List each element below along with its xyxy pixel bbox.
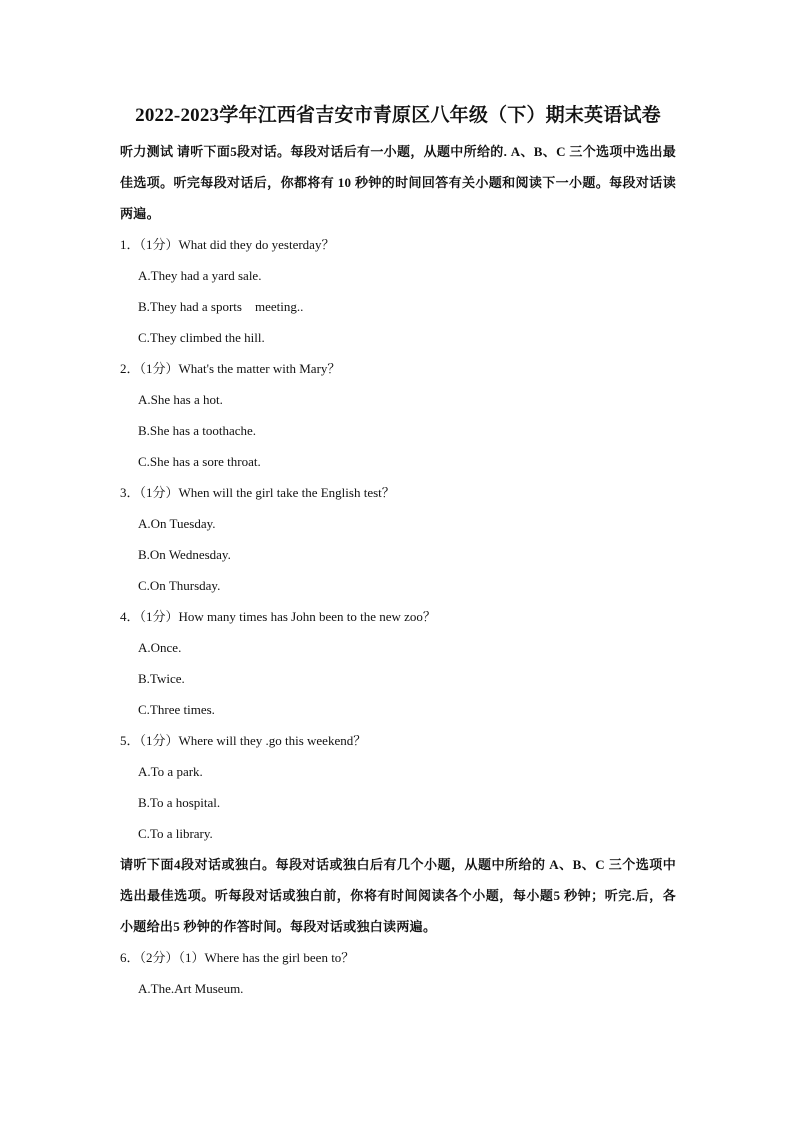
question-4-option-a: A.Once.	[138, 640, 182, 655]
question-5: 5．（1分）Where will they .go this weekend？	[120, 733, 367, 748]
question-3-option-c: C.On Thursday.	[138, 578, 221, 593]
question-5-option-b: B.To a hospital.	[138, 795, 221, 810]
page-title: 2022-2023学年江西省吉安市青原区八年级（下）期末英语试卷	[135, 105, 661, 126]
section-instructions-2: 请听下面4段对话或独白。每段对话或独白后有几个小题，从题中所给的 A、B、C 三个选项中选出最佳选项。听每段对话或独白前，你将有时间阅读各个小题，每小题5 秒钟；听完.后，各小题给出5 秒钟的作答时间。每段对话或独白读两遍。	[120, 857, 676, 934]
question-5-option-a: A.To a park.	[138, 764, 203, 779]
exam-page	[120, 100, 676, 1004]
question-3-option-a: A.On Tuesday.	[138, 516, 216, 531]
question-4-option-b: B.Twice.	[138, 671, 185, 686]
question-2: 2．（1分）What's the matter with Mary？	[120, 361, 341, 376]
question-3-option-b: B.On Wednesday.	[138, 547, 231, 562]
question-1-option-a: A.They had a yard sale.	[138, 268, 262, 283]
question-3: 3．（1分）When will the girl take the English test？	[120, 485, 395, 500]
question-1: 1．（1分）What did they do yesterday？	[120, 237, 335, 252]
question-2-option-a: A.She has a hot.	[138, 392, 223, 407]
question-6: 6．（2分）（1）Where has the girl been to？	[120, 950, 355, 965]
question-1-option-b: B.They had a sports meeting..	[138, 299, 304, 314]
question-4: 4．（1分）How many times has John been to the new zoo？	[120, 609, 436, 624]
question-1-option-c: C.They climbed the hill.	[138, 330, 265, 345]
question-2-option-c: C.She has a sore throat.	[138, 454, 261, 469]
question-2-option-b: B.She has a toothache.	[138, 423, 257, 438]
section-instructions-1: 听力测试 请听下面5段对话。每段对话后有一小题，从题中所给的. A、B、C 三个选项中选出最佳选项。听完每段对话后，你都将有 10 秒钟的时间回答有关小题和阅读下一小题。每段对话读两遍。	[120, 144, 676, 221]
question-4-option-c: C.Three times.	[138, 702, 215, 717]
question-5-option-c: C.To a library.	[138, 826, 213, 841]
question-6-option-a: A.The.Art Museum.	[138, 981, 244, 996]
